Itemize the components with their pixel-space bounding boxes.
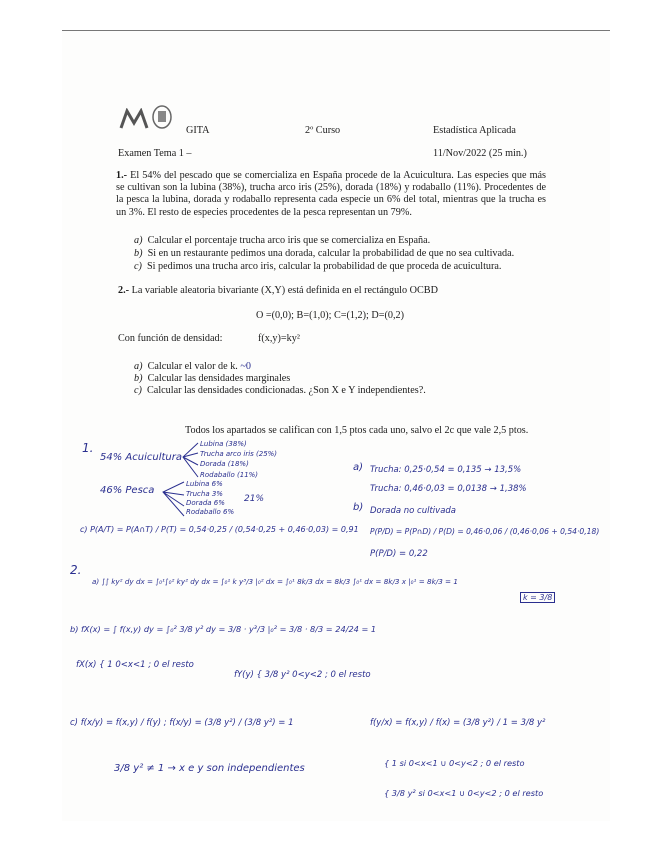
hw-a-line2: Trucha: 0,46·0,03 = 0,0138 → 1,38% — [370, 484, 527, 494]
q1-item-b: b) Si en un restaurante pedimos una dorada, calcular la probabilidad de que no sea cultivada. — [134, 248, 515, 259]
hw-pesca-trucha: Trucha 3% — [186, 490, 223, 498]
hw-a-label: a) — [353, 462, 364, 473]
exam-label: Examen Tema 1 – — [118, 148, 192, 159]
q2-density: f(x,y)=ky² — [258, 333, 300, 344]
hw-c-formula: c) P(A/T) = P(A∩T) / P(T) = 0,54·0,25 / (0,54·0,25 + 0,46·0,03) = 0,91 — [80, 525, 359, 534]
question-1-text: 1.- El 54% del pescado que se comercializa en España procede de la Acuicultura. Las especies que más se cultivan son la lubina (38%), trucha arco iris (25%), dorada (18%) y rodaballo (11%). Procedentes de la pesca la lubina, dorada y rodaballo representa cada especie un 6% del total, mientras que la trucha es un 3%. El resto de especies procedentes de la pesca representan un 79%. — [116, 170, 547, 218]
hw-acui-lubina: Lubina (38%) — [200, 440, 247, 448]
hw-acui-rodaballo: Rodaballo (11%) — [200, 471, 259, 479]
subject-label: Estadística Aplicada — [433, 125, 516, 136]
hw-acuicultura: 54% Acuicultura — [100, 452, 182, 463]
q2-item-c: c) Calcular las densidades condicionadas. ¿Son X e Y independientes?. — [134, 385, 426, 396]
hw-q2c-1: c) f(x/y) = f(x,y) / f(y) ; f(x/y) = (3/8 y²) / (3/8 y²) = 1 — [70, 718, 294, 728]
hw-q2c-4: { 1 si 0<x<1 ∪ 0<y<2 ; 0 el resto — [384, 758, 525, 768]
hw-q2b-fx: fX(x) { 1 0<x<1 ; 0 el resto — [76, 660, 194, 670]
hw-q2c-5: { 3/8 y² si 0<x<1 ∪ 0<y<2 ; 0 el resto — [384, 788, 544, 798]
hw-q2b: b) fX(x) = ∫ f(x,y) dy = ∫₀² 3/8 y² dy = 3/8 · y³/3 |₀² = 3/8 · 8/3 = 24/24 = 1 — [70, 624, 377, 634]
hw-q2c-3: 3/8 y² ≠ 1 → x e y son independientes — [114, 763, 305, 774]
hw-q2a-result: k = 3/8 — [520, 592, 555, 603]
hw-pesca: 46% Pesca — [100, 485, 155, 496]
q1-item-c: c) Si pedimos una trucha arco iris, calcular la probabilidad de que proceda de acuicultura. — [134, 261, 502, 272]
date-label: 11/Nov/2022 (25 min.) — [433, 148, 527, 159]
course-label: 2º Curso — [305, 125, 341, 136]
q2-points: O =(0,0); B=(1,0); C=(1,2); D=(0,2) — [256, 310, 405, 321]
hw-pesca-dorada: Dorada 6% — [186, 499, 225, 507]
hw-b-formula: P(P/D) = P(P∩D) / P(D) = 0,46·0,06 / (0,46·0,06 + 0,54·0,18) — [370, 527, 600, 536]
hw-b-label: b) — [353, 502, 364, 513]
org-label: GITA — [186, 125, 210, 136]
q2-item-a: a) Calcular el valor de k. ~0 — [134, 361, 251, 372]
hw-label-1: 1. — [82, 441, 94, 455]
q2-density-label: Con función de densidad: — [118, 333, 223, 344]
q2-item-b: b) Calcular las densidades marginales — [134, 373, 291, 384]
hw-a-line1: Trucha: 0,25·0,54 = 0,135 → 13,5% — [370, 465, 522, 475]
hw-q2c-2: f(y/x) = f(x,y) / f(x) = (3/8 y²) / 1 = 3/8 y² — [370, 718, 546, 728]
seal-logo — [151, 104, 173, 130]
hw-pesca-total: 21% — [244, 494, 265, 504]
hw-b-result: P(P/D) = 0,22 — [370, 549, 428, 559]
hw-q2b-fy: fY(y) { 3/8 y² 0<y<2 ; 0 el resto — [234, 670, 371, 680]
hw-pesca-rodaballo: Rodaballo 6% — [186, 508, 235, 516]
hw-b-head: Dorada no cultivada — [370, 506, 457, 516]
hw-acui-trucha: Trucha arco iris (25%) — [200, 450, 278, 458]
q1-item-a: a) Calcular el porcentaje trucha arco iris que se comercializa en España. — [134, 235, 431, 246]
bracket-pesca-icon — [160, 479, 186, 519]
hw-q2a: a) ∫∫ ky² dy dx = ∫₀¹∫₀² ky² dy dx = ∫₀¹ k y³/3 |₀² dx = ∫₀¹ 8k/3 dx = 8k/3 ∫₀¹ dx = 8k/3 x |₀¹ = 8k/3 = 1 — [92, 577, 458, 586]
bracket-acuicultura-icon — [180, 441, 200, 479]
question-2-text: 2.- La variable aleatoria bivariante (X,Y) está definida en el rectángulo OCBD — [118, 285, 438, 296]
grading-note: Todos los apartados se califican con 1,5 ptos cada uno, salvo el 2c que vale 2,5 ptos. — [185, 425, 529, 436]
question-1-number: 1.- — [116, 170, 128, 181]
hw-acui-dorada: Dorada (18%) — [200, 460, 249, 468]
hw-label-2: 2. — [70, 563, 82, 577]
university-logo — [119, 108, 149, 130]
hw-pesca-lubina: Lubina 6% — [186, 480, 223, 488]
